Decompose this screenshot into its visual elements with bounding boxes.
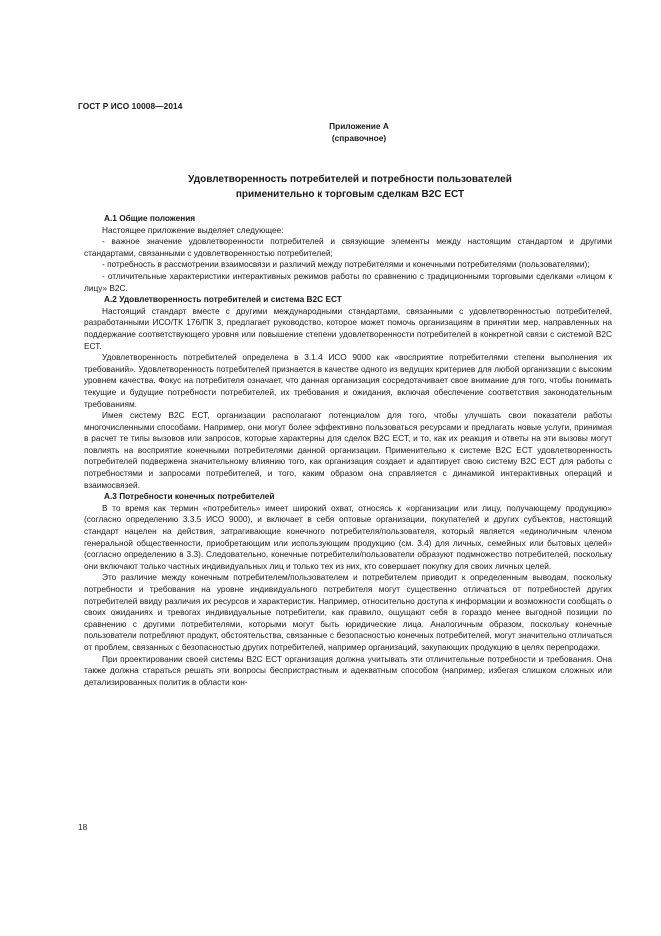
document-title <box>120 172 580 202</box>
paragraph: В то время как термин «потребитель» имеет широкий охват, относясь к «организации или лицу, получающему продукцию» (согласно определению 3.3.5 ИСО 9000), и включает в себя оптовые организации, покупателей и других субъектов, настоящий стандарт нацелен на действия, затрагивающие конечного потребителя/пользователя, который является «единоличным членом генеральной общественности, приобретающим или использующим продукцию (см. 3.4) для личных, семейных или бытовых целей» (согласно определению в 3.3). Следовательно, конечные потребители/пользователи образуют подмножество потребителей, поскольку они включают только частных индивидуальных лиц и только тех из них, кто совершает покупку для своих личных целей. <box>84 502 612 571</box>
page-number: 18 <box>78 822 88 832</box>
section-heading-a1: А.1 Общие положения <box>104 213 196 223</box>
bullet-item: - важное значение удовлетворенности потребителей и связующие элементы между настоящим стандартом и другими стандартами, связанными с удовлетворенностью потребителей; <box>84 236 612 258</box>
section-heading-a3: А.3 Потребности конечных потребителей <box>104 491 275 502</box>
section-heading-a2: А.2 Удовлетворенность потребителей и система В2С ЕСТ <box>104 294 342 305</box>
bullet-item: - потребность в рассмотрении взаимосвязи и различий между потребителями и конечными потребителями (пользователями); <box>102 259 590 270</box>
paragraph: Это различие между конечным потребителем/пользователем и потребителем приводит к определенным выводам, поскольку потребности и требования на уровне индивидуального потребителя могут существенно отличаться от потребностей других потребителей ввиду различия их ресурсов и характеристик. Например, относительно доступа к информации и возможности сообщать о своих ожиданиях и тревогах индивидуальные потребители, как правило, ощущают себя в гораздо менее выгодной позиции по сравнению с другими потребителями, которыми могут быть юридические лица. Аналогичным образом, поскольку конечные пользователи потребляют продукт, обстоятельства, связанные с безопасностью конечных потребителей, могут значительно отличаться от проблем, связанных с безопасностью других потребителей, например организаций, закупающих продукцию в целях перепродажи. <box>84 572 612 652</box>
annex-title: Приложение А <box>329 121 389 131</box>
paragraph: Настоящий стандарт вместе с другими международными стандартами, связанными с удовлетворенностью потребителей, разработанными ИСО/ТК 176/ПК 3, предлагает руководство, которое может помочь организациям в принятии мер, направленных на поддержание соответствующего уровня или повышение степени удовлетворенности потребителей в конкретной связи с системой В2С ЕСТ. <box>84 305 612 351</box>
annex-note: (справочное) <box>331 133 387 143</box>
paragraph: Имея систему В2С ЕСТ, организации располагают потенциалом для того, чтобы улучшать свои показатели работы многочисленными способами. Например, они могут более эффективно пользоваться ресурсами и предлагать новые услуги, принимая в расчет те типы вызовов или запросов, которые характерны для сделок В2С ЕСТ, и то, как их реакция и ответы на эти вызовы могут повлиять на восприятие конечными потребителями данной организации. Применительно к системе В2С ЕСТ удовлетворенность потребителей подвержена значительному влиянию того, как организация создает и адаптирует свою систему В2С ЕСТ для работы с потребностями и запросами потребителей, и того, каким образом она справляется с динамикой интерактивных операций и взаимосвязей. <box>84 410 612 490</box>
standard-header: ГОСТ Р ИСО 10008—2014 <box>78 101 183 111</box>
paragraph: Удовлетворенность потребителей определена в 3.1.4 ИСО 9000 как «восприятие потребителями степени выполнения их требований». Удовлетворенность потребителей признается в качестве одного из ведущих критериев для любой организации с высоким уровнем качества. Фокус на потребителя означает, что данная организация сосредотачивает свое внимание для того, чтобы понимать текущие и будущие потребности потребителей, их требования и ожидания, включая обеспечение соответствия законодательным требованиям. <box>84 352 612 409</box>
paragraph: Настоящее приложение выделяет следующее: <box>102 224 284 235</box>
paragraph: При проектировании своей системы В2С ЕСТ организация должна учитывать эти отличительные потребности и требования. Она также должна стараться решать эти вопросы беспристрастным и адекватным способом (например, избегая слишком сложных или детализированных политик в области кон- <box>84 653 612 687</box>
document-body <box>84 213 612 688</box>
bullet-item: - отличительные характеристики интерактивных режимов работы по сравнению с традиционными торговыми сделками «лицом к лицу» В2С. <box>84 270 612 293</box>
document-title-line: применительно к торговым сделкам В2С ЕСТ <box>235 189 465 200</box>
document-title-line: Удовлетворенность потребителей и потребности пользователей <box>188 174 512 185</box>
